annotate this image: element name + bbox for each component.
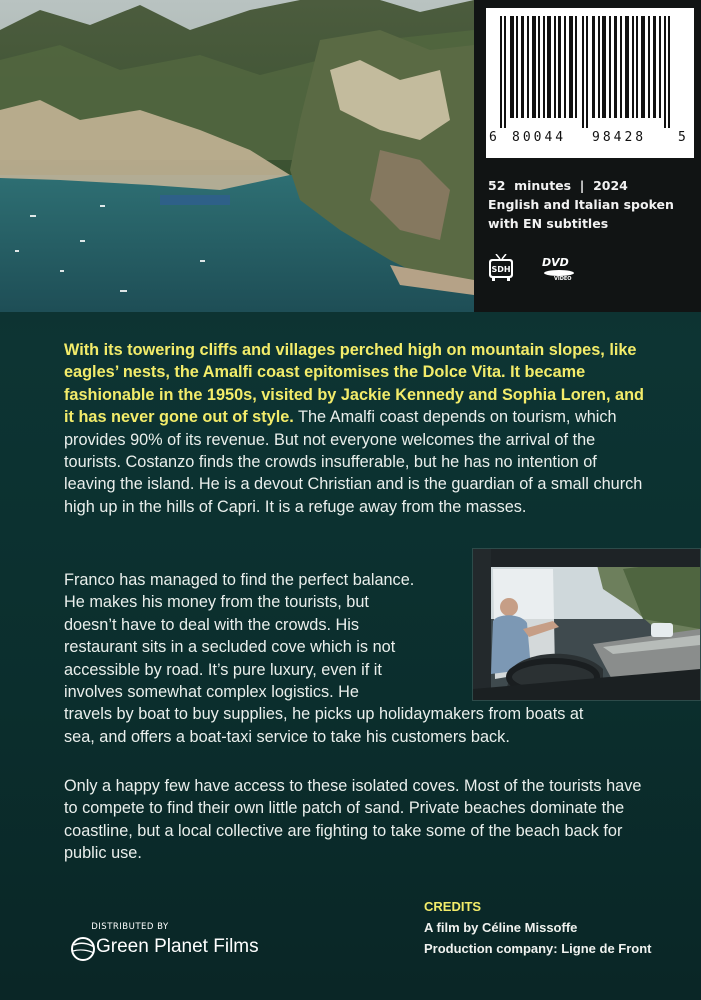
credits-film-by: A film by Céline Missoffe: [424, 920, 578, 935]
planet-icon: [70, 936, 96, 962]
credits-block: [424, 896, 694, 959]
synopsis-highlight: With its towering cliffs and villages perched high on mountain slopes, like eagles’ nests, the Amalfi coast epitomises the Dolce Vita. It became fashionable in the 1950s, visited by Jackie Kennedy and Sophia Loren, and it has never gone out of style.: [64, 341, 644, 427]
sdh-label: SDH: [491, 265, 511, 274]
paragraph-2-line: doesn’t have to deal with the crowds. His: [64, 615, 360, 634]
synopsis-rest: The Amalfi coast depends on tourism, which provides 90% of its revenue. But not everyone welcomes the arrival of the tourists. Costanzo finds the crowds insufferable, but he has no intention of leaving the island. He is a devout Christian and is the guardian of a small church high up in the hills of Capri. It is a refuge away from the masses.: [64, 408, 643, 516]
paragraph-2-line: Franco has managed to find the perfect balance.: [64, 571, 415, 589]
barcode-bars: [486, 8, 694, 128]
paragraph-2-line: travels by boat to buy supplies, he picks up holidaymakers from boats at: [64, 705, 584, 724]
distributor-name: Green Planet Films: [96, 936, 259, 957]
paragraph-2-line: accessible by road. It’s pure luxury, even if it: [64, 660, 382, 679]
paragraph-2-line: sea, and offers a boat-taxi service to take his customers back.: [64, 727, 510, 746]
barcode-digit-right: 5: [678, 130, 686, 145]
credits-production: Production company: Ligne de Front: [424, 941, 652, 956]
paragraph-2-line: restaurant sits in a secluded cove which is not: [64, 638, 396, 657]
barcode-digit-left: 6: [489, 130, 497, 145]
paragraph-2-line: He makes his money from the tourists, but: [64, 593, 369, 612]
runtime-year: 52 minutes | 2024: [488, 178, 628, 193]
distributed-by-label: DISTRIBUTED BY: [91, 922, 169, 932]
barcode-group-right: 98428: [592, 130, 647, 145]
format-logos: [488, 254, 698, 286]
synopsis-paragraph-2: [64, 569, 654, 748]
barcode: [486, 8, 694, 158]
green-planet-films-logo: [70, 932, 300, 968]
synopsis-paragraph-1: [64, 339, 648, 518]
credits-title: CREDITS: [424, 899, 482, 914]
dvd-label: DVD: [542, 256, 569, 269]
paragraph-2-line: involves somewhat complex logistics. He: [64, 683, 359, 702]
tech-specs: [488, 176, 698, 233]
language-line-2: with EN subtitles: [488, 216, 609, 231]
synopsis-paragraph-3: Only a happy few have access to these isolated coves. Most of the tourists have to compete to find their own little patch of sand. Private beaches dominate the coastline, but a local collective are fighting to take some of the beach back for public use.: [64, 777, 642, 863]
language-line-1: English and Italian spoken: [488, 197, 674, 212]
dvd-sub-label: VIDEO: [554, 276, 572, 282]
dvd-video-logo: [540, 256, 580, 282]
barcode-group-left: 80044: [512, 130, 567, 145]
amalfi-coast-photo: [0, 0, 474, 312]
sdh-tv-icon: [488, 254, 514, 282]
info-panel: [474, 0, 701, 312]
